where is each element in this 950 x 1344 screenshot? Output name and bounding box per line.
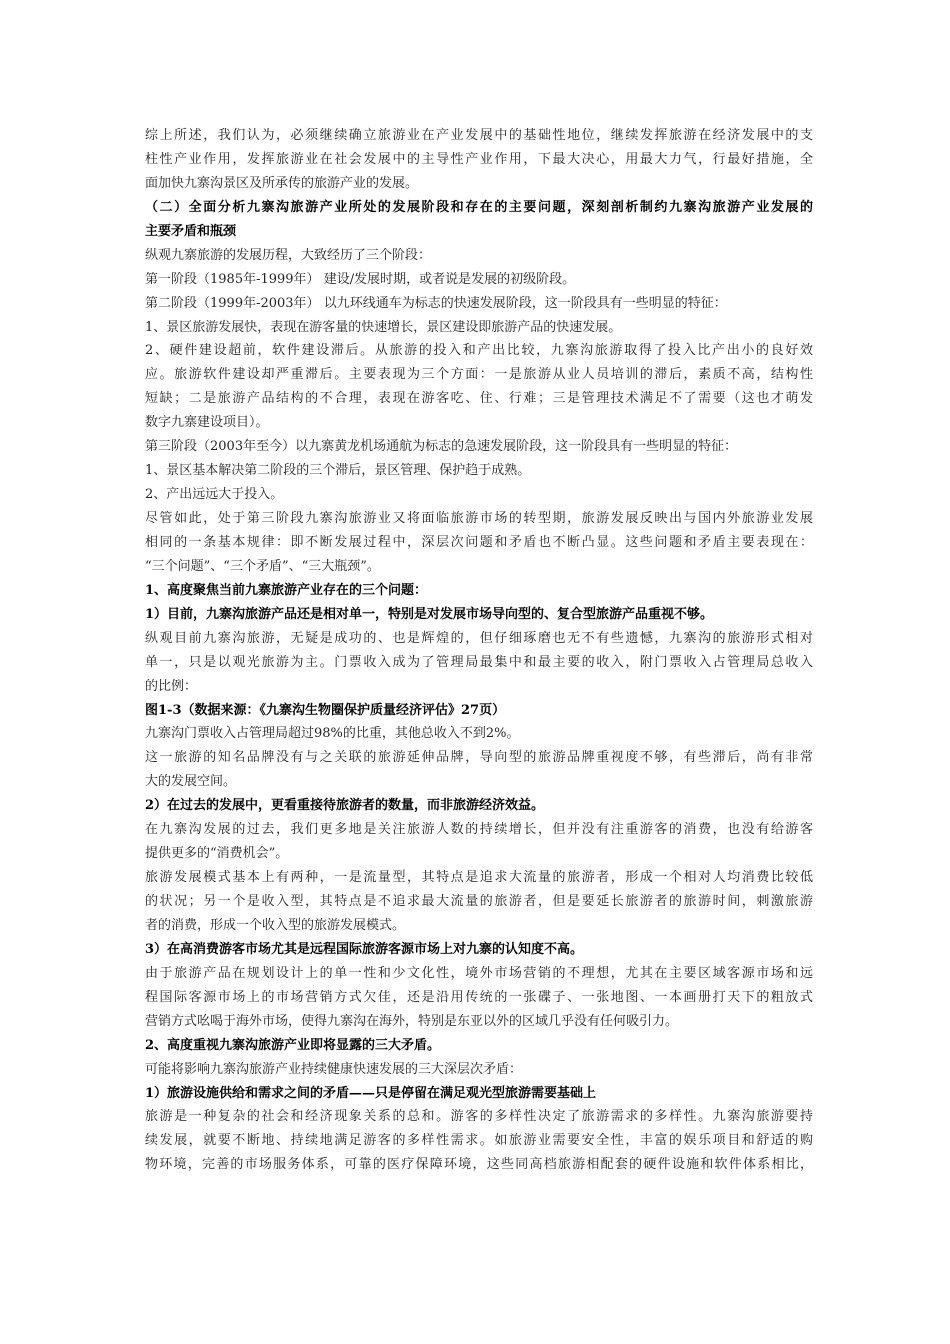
text-line: 相同的一条基本规律：即不断发展过程中，深层次问题和矛盾也不断凸显。这些问题和矛盾主要表现在： [145, 534, 813, 550]
text-line: 可能将影响九寨沟旅游产业持续健康快速发展的三大深层次矛盾： [145, 1061, 523, 1077]
heading-line: 1）目前，九寨沟旅游产品还是相对单一，特别是对发展市场导向型的、复合型旅游产品重视不够。 [145, 606, 714, 622]
heading-line: 1、高度聚焦当前九寨旅游产业存在的三个问题： [145, 582, 428, 598]
text-line: 这一旅游的知名品牌没有与之关联的旅游延伸品牌，导向型的旅游品牌重视度不够，有些滞后，尚有非常 [145, 750, 813, 766]
text-line: 第一阶段（1985年-1999年） 建设/发展时期，或者说是发展的初级阶段。 [145, 271, 576, 287]
text-line: 短缺；二是旅游产品结构的不合理，表现在游客吃、住、行难；三是管理技术满足不了需要（这也才萌发 [145, 391, 813, 407]
text-line: 旅游发展模式基本上有两种，一是流量型，其特点是追求大流量的旅游者，形成一个相对人均消费比较低 [145, 870, 813, 886]
text-line: 2、硬件建设超前，软件建设滞后。从旅游的投入和产出比较，九寨沟旅游取得了投入比产出小的良好效 [145, 343, 813, 359]
text-line: 第二阶段（1999年-2003年） 以九环线通车为标志的快速发展阶段，这一阶段具有一些明显的特征： [145, 295, 727, 311]
text-line: 1、景区旅游发展快，表现在游客量的快速增长，景区建设即旅游产品的快速发展。 [145, 319, 622, 335]
document-page [145, 124, 813, 1177]
text-line: “三个问题”、“三个矛盾”、“三大瓶颈”。 [145, 558, 380, 574]
text-line: 旅游是一种复杂的社会和经济现象关系的总和。游客的多样性决定了旅游需求的多样性。九寨沟旅游要持 [145, 1109, 813, 1125]
text-line: 程国际客源市场上的市场营销方式欠佳，还是沿用传统的一张碟子、一张地图、一本画册打天下的粗放式 [145, 989, 813, 1005]
heading-line: 3）在高消费游客市场尤其是远程国际旅游客源市场上对九寨的认知度不高。 [145, 941, 584, 957]
heading-line: 1）旅游设施供给和需求之间的矛盾——只是停留在满足观光型旅游需要基础上 [145, 1085, 597, 1101]
text-line: 物环境，完善的市场服务体系，可靠的医疗保障环境，这些同高档旅游相配套的硬件设施和软件体系相比， [145, 1157, 813, 1173]
heading-line: 主要矛盾和瓶颈 [145, 223, 237, 239]
text-line: 面加快九寨沟景区及所承传的旅游产业的发展。 [145, 175, 419, 191]
text-line: 营销方式吆喝于海外市场，使得九寨沟在海外，特别是东亚以外的区域几乎没有任何吸引力。 [145, 1013, 679, 1029]
text-line: 提供更多的“消费机会”。 [145, 846, 289, 862]
text-line: 的比例： [145, 678, 198, 694]
heading-line: （二）全面分析九寨沟旅游产业所处的发展阶段和存在的主要问题，深刻剖析制约九寨沟旅游产业发展的 [145, 199, 813, 215]
text-line: 第三阶段（2003年至今）以九寨黄龙机场通航为标志的急速发展阶段，这一阶段具有一些明显的特征： [145, 439, 738, 455]
text-line: 者的消费，形成一个收入型的旅游发展模式。 [145, 917, 406, 933]
text-line: 尽管如此，处于第三阶段九寨沟旅游业又将面临旅游市场的转型期，旅游发展反映出与国内外旅游业发展 [145, 511, 813, 526]
text-line: 数字九寨建设项目）。 [145, 415, 269, 431]
text-line: 1、景区基本解决第二阶段的三个滞后，景区管理、保护趋于成熟。 [145, 463, 531, 479]
text-line: 的状况；另一个是收入型，其特点是不追求最大流量的旅游者，但是要延长旅游者的旅游时间，刺激旅游 [145, 894, 813, 909]
text-line: 单一，只是以观光旅游为主。门票收入成为了管理局最集中和最主要的收入，附门票收入占管理局总收入 [145, 654, 813, 670]
text-line: 在九寨沟发展的过去，我们更多地是关注旅游人数的持续增长，但并没有注重游客的消费，也没有给游客 [145, 822, 813, 838]
heading-line: 2、高度重视九寨沟旅游产业即将显露的三大矛盾。 [145, 1037, 441, 1053]
text-line: 柱性产业作用，发挥旅游业在社会发展中的主导性产业作用，下最大决心，用最大力气，行最好措施，全 [145, 151, 813, 167]
text-line: 九寨沟门票收入占管理局超过98%的比重，其他总收入不到2%。 [145, 726, 520, 742]
text-line: 纵观目前九寨沟旅游，无疑是成功的、也是辉煌的，但仔细琢磨也无不有些遗憾，九寨沟的旅游形式相对 [145, 630, 813, 646]
text-line: 续发展，就要不断地、持续地满足游客的多样性需求。如旅游业需要安全性，丰富的娱乐项目和舒适的购 [145, 1133, 813, 1149]
text-line: 纵观九寨旅游的发展历程，大致经历了三个阶段： [145, 247, 432, 263]
text-line: 由于旅游产品在规划设计上的单一性和少文化性，境外市场营销的不理想，尤其在主要区域客源市场和远 [145, 965, 813, 981]
text-line: 大的发展空间。 [145, 774, 237, 790]
heading-line: 2）在过去的发展中，更看重接待旅游者的数量，而非旅游经济效益。 [145, 798, 545, 814]
heading-line: 图1-3（数据来源：《九寨沟生物圈保护质量经济评估》27页） [145, 702, 506, 718]
text-line: 应。旅游软件建设却严重滞后。主要表现为三个方面：一是旅游从业人员培训的滞后，素质不高，结构性 [145, 367, 813, 383]
text-line: 综上所述，我们认为，必须继续确立旅游业在产业发展中的基础性地位，继续发挥旅游在经济发展中的支 [145, 128, 813, 143]
text-line: 2、产出远远大于投入。 [145, 487, 284, 503]
